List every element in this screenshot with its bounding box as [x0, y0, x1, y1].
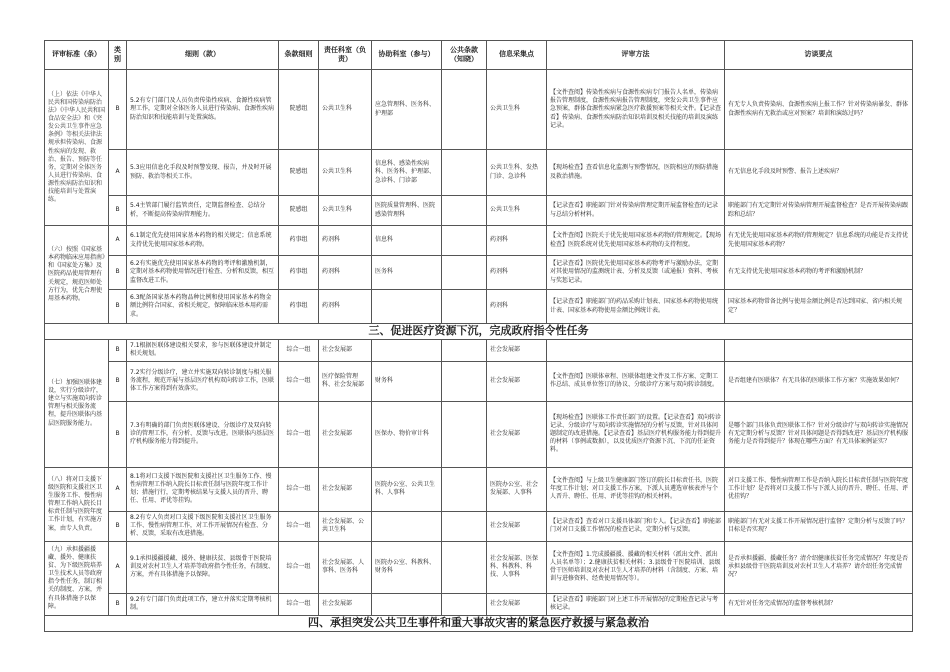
lead-cell: 社会发展部 [319, 339, 372, 361]
lead-cell: 社会发展部 [319, 401, 372, 467]
interview-cell: 有无优先使用国家基本药物的管理规定？信息系统的功能是否支持优先使用国家基本药物？ [725, 226, 913, 256]
header-method: 评审方法 [547, 41, 725, 70]
header-public-clause: 公共条款（知晓） [442, 41, 487, 70]
public-cell [442, 290, 487, 324]
category-cell: B [109, 401, 127, 467]
table-row [45, 361, 913, 401]
category-cell: B [109, 196, 127, 226]
assist-cell: 医院办公室、公共卫生科、人事科 [372, 467, 442, 511]
lead-cell: 社会发展部 [319, 467, 372, 511]
lead-cell: 社会发展部、人事科、医务科 [319, 541, 372, 593]
public-cell [442, 467, 487, 511]
assist-cell: 医院办公室、科教科、财务科 [372, 541, 442, 593]
header-assist-dept: 协助科室（参与） [372, 41, 442, 70]
section-row [45, 615, 913, 631]
method-cell: 【记录查看】职能部门的药品采购计划表、国家基本药物使用统计表、国家基本药物使用金额比例统计表。 [547, 290, 725, 324]
lead-cell: 公共卫生科 [319, 70, 372, 150]
public-cell [442, 70, 487, 150]
info-cell: 社会发展部 [487, 511, 547, 541]
standard-cell: （六）按照《国家基本药物临床应用指南》和《国家处方集》及医院药品使用管理有关规定，规范医师处方行为，优先合理使用基本药物。 [45, 226, 109, 324]
assist-cell: 医务科 [372, 256, 442, 290]
assist-cell: 信息科 [372, 226, 442, 256]
interview-cell: 是否组建有医联体？有无具体的医联体工作方案？实施效果如何？ [725, 361, 913, 401]
rule-cell: 综合一组 [279, 541, 319, 593]
category-cell: B [109, 361, 127, 401]
lead-cell: 药剂科 [319, 226, 372, 256]
header-detail: 细则（款） [127, 41, 279, 70]
public-cell [442, 593, 487, 615]
info-cell: 社会发展部 [487, 401, 547, 467]
detail-cell: 5.4主管部门履行监管责任，定期监督检查、总结分析，不断提高传染病管理能力。 [127, 196, 279, 226]
info-cell: 药剂科 [487, 256, 547, 290]
detail-cell: 8.1将对口支援下级医院和支援社区卫生服务工作、慢性病管理工作纳入院长目标责任制与医院年度工作计划；措施行行，定期考核结果与支援人员的晋升、聘任、任用、评优等挂钩。 [127, 467, 279, 511]
interview-cell: 有无信息化手段及时预警、报告上述疾病？ [725, 150, 913, 196]
public-cell [442, 339, 487, 361]
detail-cell: 5.3应用信息化手段及时预警发现、报告，并及时开展预防、救治等相关工作。 [127, 150, 279, 196]
standard-cell: （上）依法《中华人民共和国传染病防治法》《中华人民共和国食品安全法》和《突发公共卫生事件应急条例》等相关法律法规承担传染病、食源性疾病的发现、救治、报告、预防等任务，定期对全体医务人员进行传染病、食源性疾病防治知识和技能培训与处置演练。 [45, 70, 109, 226]
table-row [45, 290, 913, 324]
lead-cell: 药剂科 [319, 256, 372, 290]
method-cell: 【现场检查】查看信息化监测与预警情况，医院相应的预防措施及救治措施。 [547, 150, 725, 196]
interview-cell: 职能部门有无定期针对传染病管理开展监督检查？是否开展传染病跟踪和总结？ [725, 196, 913, 226]
assist-cell [372, 593, 442, 615]
header-interview: 访谈要点 [725, 41, 913, 70]
standard-cell: （七）加强医联体建设，实行分级诊疗，建立与实施双向转诊管理与相关服务流程，提升医联体内基层医院服务能力。 [45, 339, 109, 467]
interview-cell: 有无支持优先使用国家基本药物的考评和激励机制？ [725, 256, 913, 290]
category-cell: B [109, 593, 127, 615]
detail-cell: 6.2有实施优先使用国家基本药物的考评和激励机制，定期对基本药物使用情况进行检查、分析和反馈，相互监督改进工作。 [127, 256, 279, 290]
rule-cell: 综合一组 [279, 593, 319, 615]
table-row [45, 541, 913, 593]
section-title: 四、承担突发公共卫生事件和重大事故灾害的紧急医疗救援与紧急救治 [45, 615, 913, 631]
method-cell: 【记录查看】查看对口支援具体部门和专人。【记录查看】职能部门对对口支援工作情况的检查记录，定期分析与反馈。 [547, 511, 725, 541]
rule-cell: 药事组 [279, 256, 319, 290]
header-category: 类别 [109, 41, 127, 70]
lead-cell: 药剂科 [319, 290, 372, 324]
lead-cell: 医疗保险管理科、社会发展部 [319, 361, 372, 401]
criteria-table [44, 40, 913, 632]
rule-cell: 综合一组 [279, 339, 319, 361]
detail-cell: 7.1根据医联体建设相关要求，参与医联体建设并制定相关规划。 [127, 339, 279, 361]
info-cell: 医院办公室、社会发展部、人事科 [487, 467, 547, 511]
detail-cell: 7.2实行分级诊疗，建立并实施双向转诊制度与相关服务流程，规范开展与基层医疗机构双向转诊工作，医联体工作方案得到有效落实。 [127, 361, 279, 401]
category-cell: A [109, 541, 127, 593]
table-row [45, 339, 913, 361]
method-cell: 【文件查阅】传染性疾病与食源性疾病专门报告人名单，传染病报告管理制度，食源性疾病报告管理制度，突发公共卫生事件应急预案，群体食源性疾病紧急医疗救援预案等相关文件。【记录查看】传染病、食源性疾病防治知识培训及相关技能的培训及演练记录。 [547, 70, 725, 150]
rule-cell: 综合一组 [279, 467, 319, 511]
public-cell [442, 511, 487, 541]
lead-cell: 公共卫生科 [319, 150, 372, 196]
lead-cell: 社会发展部、公共卫生科 [319, 511, 372, 541]
method-cell: 【文件查阅】医联体章程、医联体组建文件及工作方案、定期工作总结、成员单位签订的协议、分级诊疗方案与双向转诊制度。 [547, 361, 725, 401]
info-cell: 药剂科 [487, 226, 547, 256]
public-cell [442, 361, 487, 401]
table-row [45, 593, 913, 615]
info-cell: 社会发展部 [487, 361, 547, 401]
category-cell: B [109, 70, 127, 150]
category-cell: B [109, 511, 127, 541]
public-cell [442, 256, 487, 290]
header-lead-dept: 责任科室（负责） [319, 41, 372, 70]
info-cell: 药剂科 [487, 290, 547, 324]
info-cell: 公共卫生科 [487, 196, 547, 226]
public-cell [442, 401, 487, 467]
header-row [45, 41, 913, 70]
assist-cell: 信息科、感染性疾病科、医务科、护理部、急诊科、门诊部 [372, 150, 442, 196]
table-row [45, 467, 913, 511]
interview-cell: 有无专人负责传染病、食源性疾病上报工作？针对传染病暴发、群体食源性疾病有无救治或应对预案？培训和演练过吗？ [725, 70, 913, 150]
method-cell: 【文件查阅】医院关于优先使用国家基本药物的管理规定。【现场检查】医院系统对优先使用国家基本药物的支持程度。 [547, 226, 725, 256]
header-rule: 条款细则 [279, 41, 319, 70]
evaluation-sheet [44, 40, 912, 632]
section-title: 三、促进医疗资源下沉，完成政府指令性任务 [45, 324, 913, 340]
rule-cell: 综合一组 [279, 511, 319, 541]
interview-cell: 对口支援工作、慢性病管理工作是否纳入院长目标责任制与医院年度工作计划？是否将对口支援工作与下派人员的晋升、聘任、任用、评优挂钩？ [725, 467, 913, 511]
interview-cell: 职能部门有无对支援工作开展情况进行监督？定期分析与反馈了吗？目标是否实现？ [725, 511, 913, 541]
category-cell: A [109, 467, 127, 511]
assist-cell [372, 511, 442, 541]
assist-cell: 医院质量管理科、医院感染管理科 [372, 196, 442, 226]
interview-cell: 有无针对任务完成情况的监督考核机制？ [725, 593, 913, 615]
table-row [45, 196, 913, 226]
rule-cell: 院感组 [279, 196, 319, 226]
interview-cell: 国家基本药物常备比例与使用金额比例是否达到国家、省内相关规定？ [725, 290, 913, 324]
info-cell: 社会发展部 [487, 339, 547, 361]
rule-cell: 院感组 [279, 70, 319, 150]
assist-cell: 财务科 [372, 361, 442, 401]
public-cell [442, 196, 487, 226]
table-row [45, 401, 913, 467]
detail-cell: 7.3有明确的部门负责医联体建设、分级诊疗及双向转诊的管理工作，有分析、反馈与改进。医联体内基层医疗机构服务能力得到提升。 [127, 401, 279, 467]
category-cell: B [109, 256, 127, 290]
method-cell: 【记录查看】职能部门针对传染病管理定期开展监督检查的记录与总结分析材料。 [547, 196, 725, 226]
standard-cell: （八）将对口支援下级医院和支援社区卫生服务工作、慢性病管理工作纳入院长目标责任制与医院年度工作计划，有实施方案，由专人负责。 [45, 467, 109, 541]
assist-cell [372, 290, 442, 324]
assist-cell: 应急管理科、医务科、护理部 [372, 70, 442, 150]
public-cell [442, 150, 487, 196]
info-cell: 社会发展部、医保科、科教科、科技、人事科 [487, 541, 547, 593]
info-cell: 社会发展部 [487, 593, 547, 615]
table-row [45, 150, 913, 196]
public-cell [442, 541, 487, 593]
standard-cell: （九）承担援疆援藏、援外、健康扶贫、为下级医院培养卫生技术人员等政府指令性任务，制订相关的制度、方案，并有具体措施予以保障。 [45, 541, 109, 615]
public-cell [442, 226, 487, 256]
interview-cell: 是哪个部门具体负责医联体工作？针对分级诊疗与双向转诊实施情况有无定期分析与反馈？针对具体问题是否得到改进？基层医疗机构服务能力是否得到提升？体现在哪些方面？有无具体案例证实？ [725, 401, 913, 467]
header-info-point: 信息采集点 [487, 41, 547, 70]
interview-cell: 是否承担援疆、援藏任务？清介绍健康扶贫任务完成情况？年度是否承担县级骨干医院培训及对农村卫生人才培养？请介绍任务完成情况？ [725, 541, 913, 593]
section-row [45, 324, 913, 340]
rule-cell: 综合一组 [279, 401, 319, 467]
table-row [45, 511, 913, 541]
method-cell: 【文件查阅】1.完成援疆援、援藏的相关材料（派出文件、派出人员名单等）；2.健康扶贫相关材料；3.县级骨干医院培训、县级骨干医师培训及对农村卫生人才培养的材料（含制度、方案、培训与进修资料、经费使用情况等）。 [547, 541, 725, 593]
table-row [45, 70, 913, 150]
header-standard: 评审标准（条） [45, 41, 109, 70]
info-cell: 公共卫生科、发热门诊、急诊科 [487, 150, 547, 196]
method-cell: 【现场检查】医联体工作责任部门的设置。【记录查看】双向转诊记录、分级诊疗与双向转诊实施情况的分析与反馈，针对具体问题制定的改进措施。【记录查看】基层医疗机构服务能力得到提升的材料（事例或数据），以及优质医疗资源下沉、下沉的任证资料。 [547, 401, 725, 467]
method-cell: 【记录查看】职能部门对上述工作开展情况的定期检查记录与考核记录。 [547, 593, 725, 615]
info-cell: 公共卫生科 [487, 70, 547, 150]
lead-cell: 社会发展部 [319, 593, 372, 615]
method-cell: 【记录查看】医院优先使用国家基本药物考评与激励办法，定期对其使用情况的监测统计表、分析及反馈（或通报）资料、考核与奖惩记录。 [547, 256, 725, 290]
category-cell: A [109, 150, 127, 196]
detail-cell: 6.3配备国家基本药物品种比例和使用国家基本药物金额比例符合国家、省相关规定，保障临床基本用药需求。 [127, 290, 279, 324]
lead-cell: 公共卫生科 [319, 196, 372, 226]
category-cell: A [109, 226, 127, 256]
assist-cell: 医保办、物价审计科 [372, 401, 442, 467]
rule-cell: 院感组 [279, 150, 319, 196]
detail-cell: 6.1制定优先使用国家基本药物的相关规定；信息系统支持优先使用国家基本药物。 [127, 226, 279, 256]
table-row [45, 256, 913, 290]
detail-cell: 5.2有专门部门及人员负责传染性疾病、食源性疾病管理工作，定期对全体医务人员进行传染病、食源性疾病防治知识和技能培训与处置演练。 [127, 70, 279, 150]
method-cell [547, 339, 725, 361]
method-cell: 【文件查阅】与上级卫生健康部门签订的院长目标责任书，医院年度工作计划；对口支援工作方案，下派人员遴选审核表并与个人晋升、聘任、任用、评优等挂钩的相关材料。 [547, 467, 725, 511]
table-row [45, 226, 913, 256]
detail-cell: 9.1承担援疆援藏、援外、健康扶贫、县级骨干医院培训及对农村卫生人才培养等政府指令性任务，有制度、方案，并有具体措施予以保障。 [127, 541, 279, 593]
detail-cell: 8.2有专人负责对口支援下级医院和支援社区卫生服务工作、慢性病管理工作，对工作开展情况有检查、分析、反馈，采取有改进措施。 [127, 511, 279, 541]
category-cell: B [109, 339, 127, 361]
interview-cell [725, 339, 913, 361]
rule-cell: 药事组 [279, 226, 319, 256]
assist-cell [372, 339, 442, 361]
category-cell: B [109, 290, 127, 324]
rule-cell: 综合一组 [279, 361, 319, 401]
rule-cell: 药事组 [279, 290, 319, 324]
detail-cell: 9.2有专门部门负责此项工作，建立并落实定期考核机制。 [127, 593, 279, 615]
